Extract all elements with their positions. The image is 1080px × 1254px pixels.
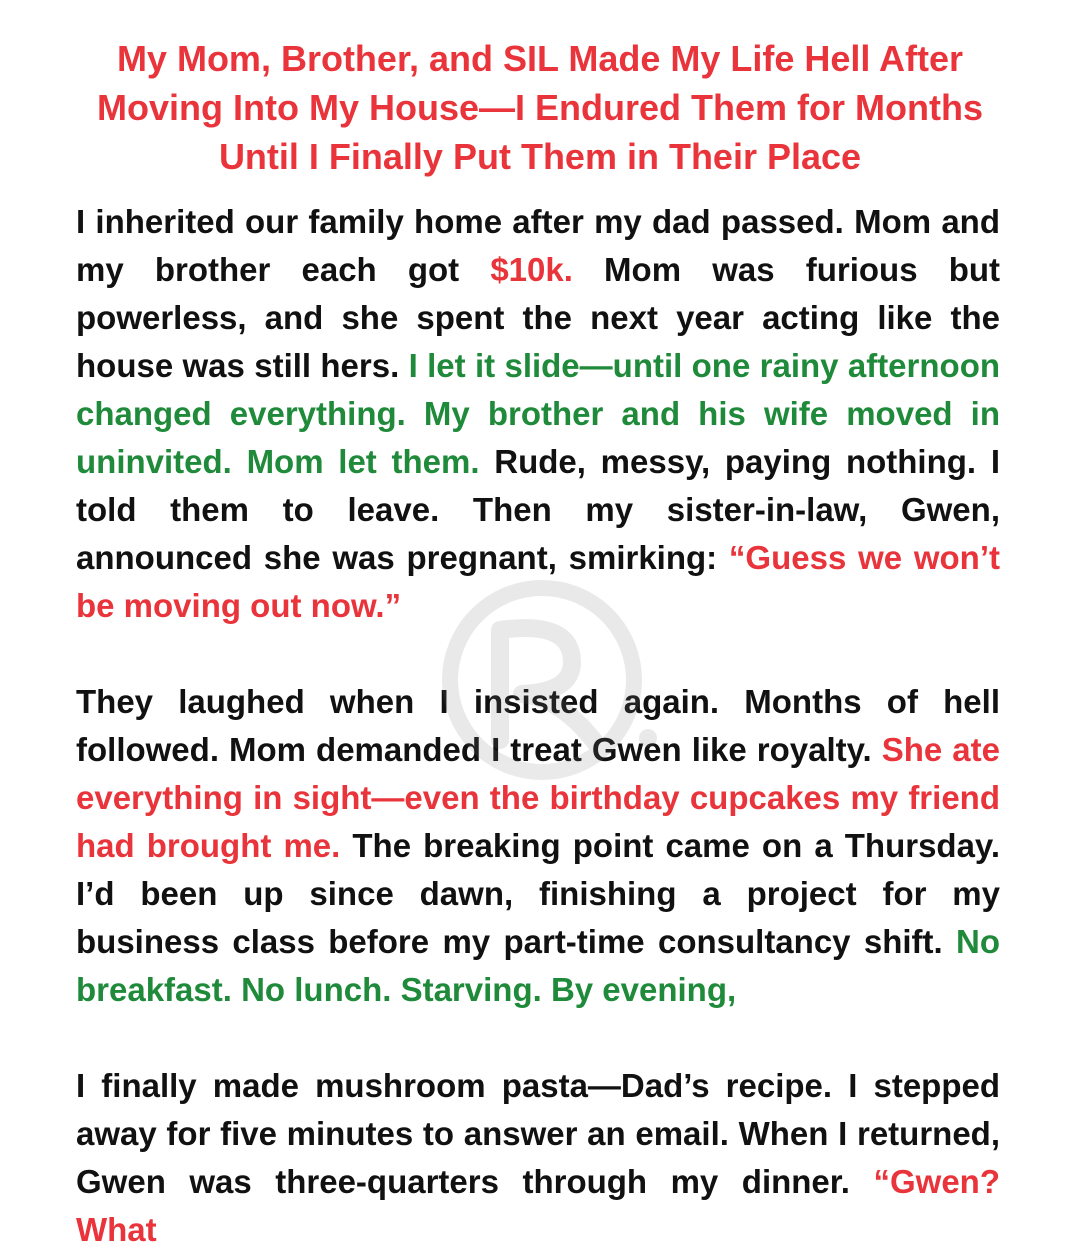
paragraph-spacer <box>76 1014 1000 1062</box>
paragraph-3-segment-2: “Gwen? What <box>76 1163 1000 1248</box>
paragraph-1-segment-2: $10k. <box>490 251 573 288</box>
paragraph-2-segment-4: No breakfast. No lunch. Starving. By evening, <box>76 923 1000 1008</box>
paragraph-1-segment-6: “Guess we won’t be moving out now.” <box>76 539 1000 624</box>
paragraph-2-segment-2: She ate everything in sight—even the birthday cupcakes my friend had brought me. <box>76 731 1000 864</box>
title-line-1: My Mom, Brother, and SIL Made My Life Hell After <box>116 38 964 79</box>
paragraph-3-segment-1: I finally made mushroom pasta—Dad’s recipe. I stepped away for five minutes to answer an email. When I returned, Gwen was three-quarters through my dinner. <box>76 1067 1000 1200</box>
paragraph-spacer <box>76 630 1000 678</box>
title-line-3: Until I Finally Put Them in Their Place <box>218 136 862 177</box>
paragraph-3 <box>76 1062 1000 1254</box>
paragraph-1-segment-3: Mom was furious but powerless, and she spent the next year acting like the house was still hers. <box>76 251 1000 384</box>
paragraph-2-segment-3: The breaking point came on a Thursday. I’d been up since dawn, finishing a project for my business class before my part-time consultancy shift. <box>76 827 1000 960</box>
paragraph-1-segment-1: I inherited our family home after my dad passed. Mom and my brother each got <box>76 203 1000 288</box>
paragraph-2 <box>76 678 1000 1014</box>
paragraph-2-segment-1: They laughed when I insisted again. Months of hell followed. Mom demanded I treat Gwen like royalty. <box>76 683 1000 768</box>
paragraph-1 <box>76 198 1000 630</box>
title-line-2: Moving Into My House—I Endured Them for Months <box>97 87 983 128</box>
story-body <box>76 198 1000 1254</box>
paragraph-1-segment-5: Rude, messy, paying nothing. I told them to leave. Then my sister-in-law, Gwen, announced she was pregnant, smirking: <box>76 443 1000 576</box>
story-title <box>60 34 1020 181</box>
paragraph-1-segment-4: I let it slide—until one rainy afternoon changed everything. My brother and his wife moved in uninvited. Mom let them. <box>76 347 1001 480</box>
